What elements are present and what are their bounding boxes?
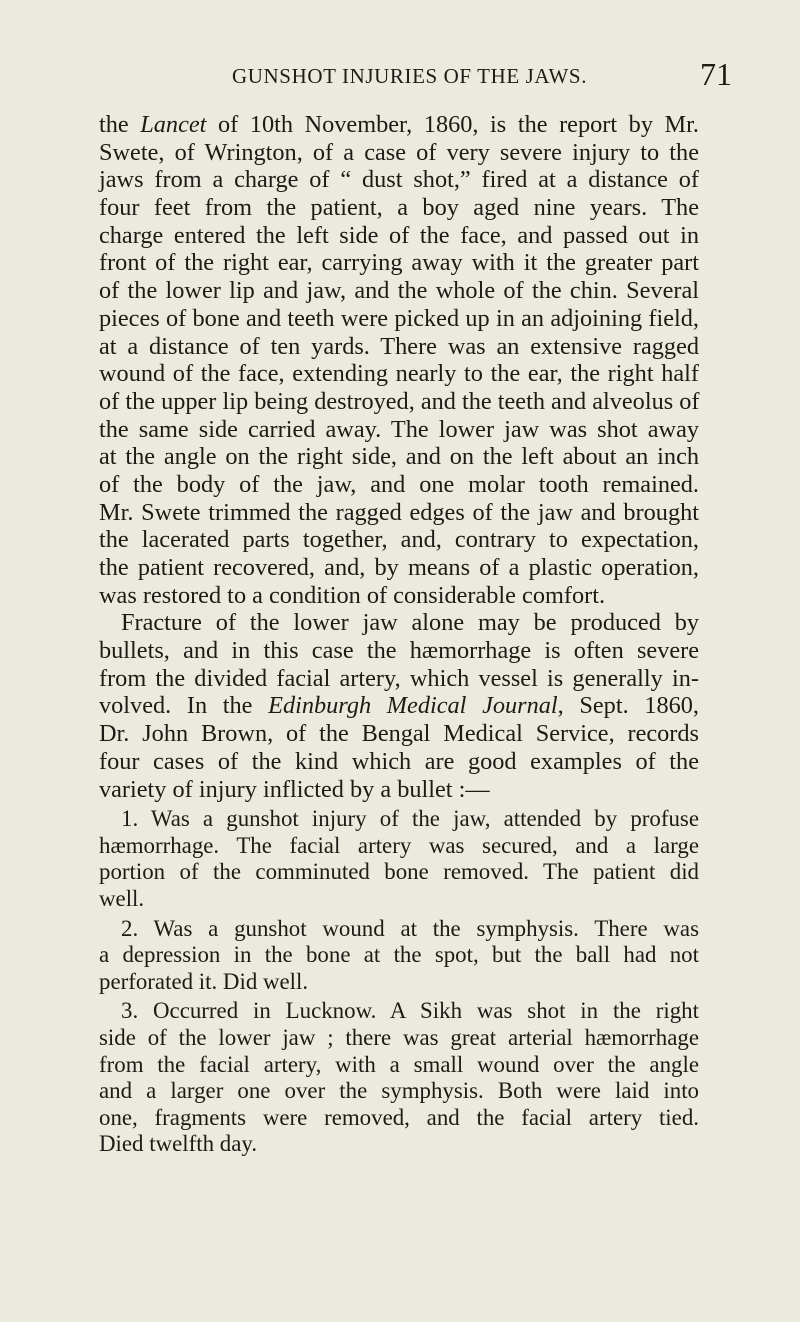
paragraph xyxy=(99,916,699,996)
text-line: variety of injury inflicted by a bullet :— xyxy=(99,775,490,803)
text-line: charge entered the left side of the face, and passed out in xyxy=(99,221,699,249)
text-line: was restored to a condition of considerable comfort. xyxy=(99,581,606,609)
text-line: and a larger one over the symphysis. Both were laid into xyxy=(99,1078,699,1104)
text-line: wound of the face, extending nearly to the ear, the right half xyxy=(99,360,699,388)
text-line: 2. Was a gunshot wound at the symphysis. There was xyxy=(121,915,699,941)
text-line: bullets, and in this case the hæmorrhage is often severe xyxy=(99,637,699,665)
text-line: 1. Was a gunshot injury of the jaw, attended by profuse xyxy=(121,806,699,832)
text-line: Died twelfth day. xyxy=(99,1131,258,1157)
paragraph xyxy=(99,998,699,1158)
text-line: Mr. Swete trimmed the ragged edges of the jaw and brought xyxy=(99,498,699,526)
body-text xyxy=(99,111,699,1158)
text-line: a depression in the bone at the spot, but the ball had not xyxy=(99,942,699,968)
text-line: of the upper lip being destroyed, and the teeth and alveolus of xyxy=(99,387,700,415)
text-line: of the lower lip and jaw, and the whole of the chin. Several xyxy=(99,277,699,305)
text-line: Dr. John Brown, of the Bengal Medical Service, records xyxy=(99,720,699,748)
text-line: four feet from the patient, a boy aged nine years. The xyxy=(99,194,699,222)
text-line: from the facial artery, with a small wound over the angle xyxy=(99,1051,699,1077)
text-line: at the angle on the right side, and on the left about an inch xyxy=(99,443,699,471)
text-line: of the body of the jaw, and one molar tooth remained. xyxy=(99,470,699,498)
text-line: one, fragments were removed, and the facial artery tied. xyxy=(99,1104,699,1130)
text-line: perforated it. Did well. xyxy=(99,968,309,994)
text-line: 3. Occurred in Lucknow. A Sikh was shot in the right xyxy=(121,998,699,1024)
text-line: the lacerated parts together, and, contrary to expectation, xyxy=(99,526,699,554)
text-line: pieces of bone and teeth were picked up in an adjoining field, xyxy=(99,304,699,332)
text-line: well. xyxy=(99,885,145,911)
text-line: hæmorrhage. The facial artery was secured, and a large xyxy=(99,832,699,858)
text-line: the patient recovered, and, by means of a plastic operation, xyxy=(99,554,699,581)
text-line: Fracture of the lower jaw alone may be produced by xyxy=(121,609,699,637)
paragraph xyxy=(99,806,699,912)
page-number: 71 xyxy=(700,56,732,92)
running-head: GUNSHOT INJURIES OF THE JAWS. xyxy=(232,64,588,88)
text-line: the same side carried away. The lower jaw was shot away xyxy=(99,415,699,443)
text-line: from the divided facial artery, which vessel is generally in- xyxy=(99,664,699,692)
text-line: portion of the comminuted bone removed. The patient did xyxy=(99,859,699,885)
text-line: at a distance of ten yards. There was an extensive ragged xyxy=(99,332,699,360)
text-line: four cases of the kind which are good examples of the xyxy=(99,747,699,775)
text-line: volved. In the Edinburgh Medical Journal, Sept. 1860, xyxy=(99,692,699,720)
text-line: side of the lower jaw ; there was great arterial hæmorrhage xyxy=(99,1024,699,1050)
text-line: front of the right ear, carrying away with it the greater part xyxy=(99,249,699,277)
paragraph xyxy=(99,111,699,609)
page-header xyxy=(0,58,800,98)
text-line: the Lancet of 10th November, 1860, is the report by Mr. xyxy=(99,111,699,138)
text-line: Swete, of Wrington, of a case of very severe injury to the xyxy=(99,138,699,166)
paragraph xyxy=(99,609,699,803)
text-line: jaws from a charge of “ dust shot,” fired at a distance of xyxy=(99,166,699,194)
